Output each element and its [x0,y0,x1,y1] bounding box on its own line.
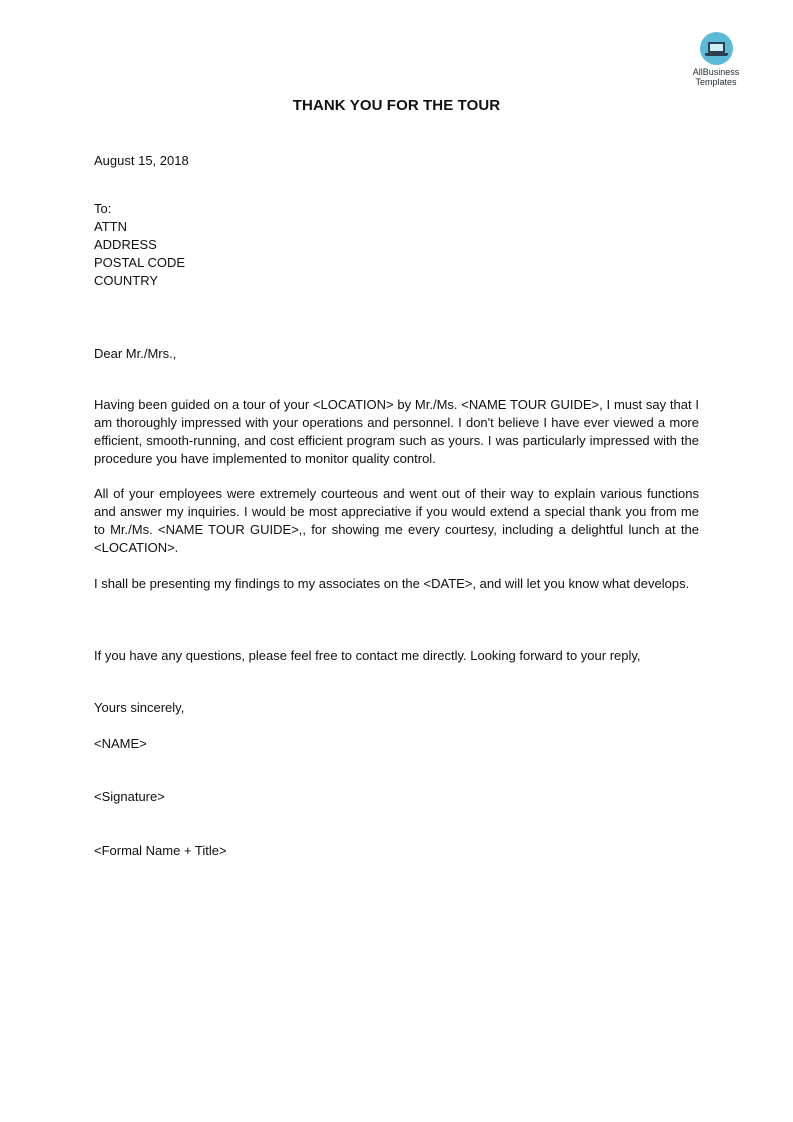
logo-line-1: AllBusiness [692,67,740,77]
body-paragraph-4: If you have any questions, please feel free to contact me directly. Looking forward to your reply, [94,648,641,663]
signature-placeholder: <Signature> [94,789,165,804]
formal-name-title: <Formal Name + Title> [94,843,227,858]
address-line: ATTN [94,219,127,234]
letter-date: August 15, 2018 [94,153,189,168]
logo-text [684,67,748,87]
body-paragraph-2: All of your employees were extremely courteous and went out of their way to explain various functions and answer my inquiries. I would be most appreciative if you would extend a special thank you from me to Mr./Ms. <NAME TOUR GUIDE>,, for showing me every courtesy, including a delightful lunch at the <LOCATION>. [94,486,699,555]
laptop-icon [700,32,733,65]
body-paragraph-3: I shall be presenting my findings to my associates on the <DATE>, and will let you know what develops. [94,576,690,591]
address-line: To: [94,201,112,216]
salutation: Dear Mr./Mrs., [94,346,177,361]
sender-name: <NAME> [94,736,147,751]
address-line: POSTAL CODE [94,255,186,270]
recipient-address [94,200,185,290]
body-paragraph-1: Having been guided on a tour of your <LOCATION> by Mr./Ms. <NAME TOUR GUIDE>, I must say that I am thoroughly impressed with your operations and personnel. I don't believe I have ever viewed a more efficient, smooth-running, and cost efficient program such as yours. I was particularly impressed with the procedure you have implemented to monitor quality control. [94,397,699,466]
address-line: COUNTRY [94,273,159,288]
logo-line-2: Templates [695,77,737,87]
closing: Yours sincerely, [94,700,185,715]
document-title: THANK YOU FOR THE TOUR [292,97,501,114]
company-logo [684,32,748,87]
address-line: ADDRESS [94,237,157,252]
